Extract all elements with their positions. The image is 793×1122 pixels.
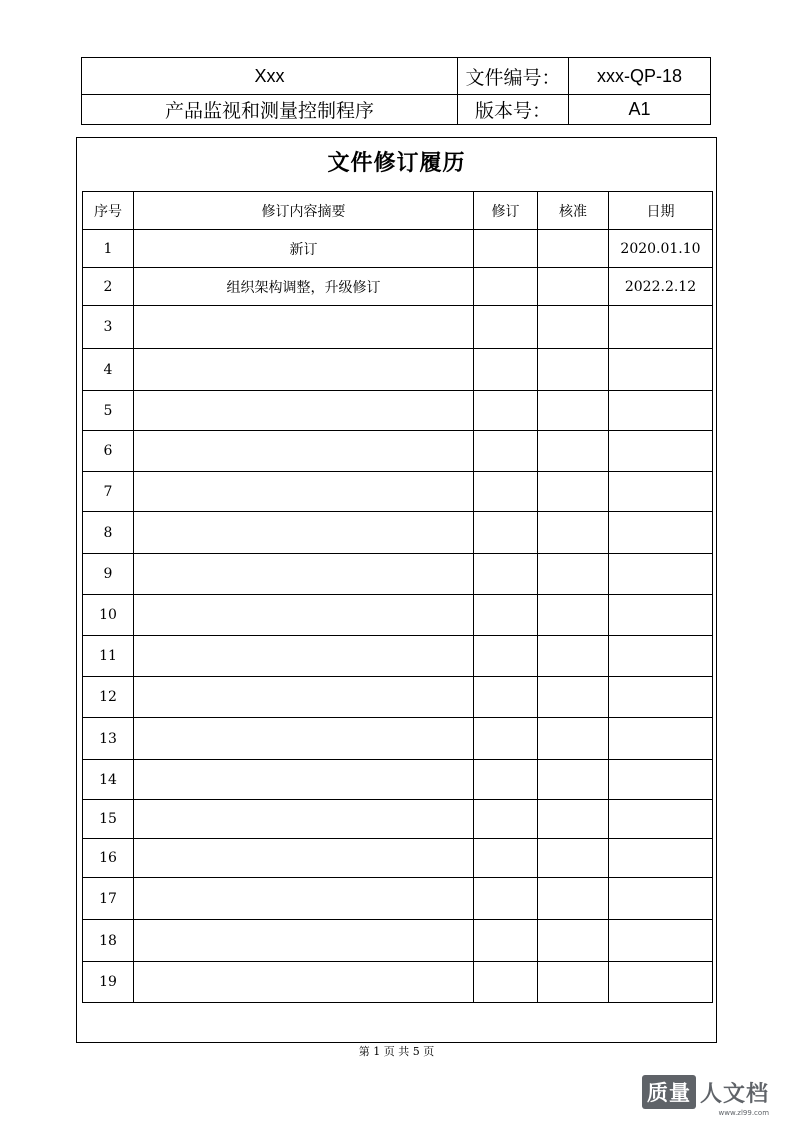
cell-no: 1 [83, 230, 134, 268]
cell-revised [474, 472, 538, 512]
cell-no: 15 [83, 800, 134, 839]
cell-summary: 新订 [134, 230, 474, 268]
cell-revised [474, 839, 538, 878]
cell-date: 2020.01.10 [609, 230, 713, 268]
cell-date [609, 349, 713, 391]
cell-no: 3 [83, 306, 134, 349]
cell-summary [134, 554, 474, 595]
table-row [83, 349, 713, 391]
column-header-date: 日期 [609, 192, 713, 230]
cell-approved [538, 512, 609, 554]
cell-date [609, 677, 713, 718]
cell-approved [538, 472, 609, 512]
cell-date [609, 512, 713, 554]
cell-date [609, 920, 713, 962]
doc-number-label: 文件编号： [458, 58, 569, 95]
cell-approved [538, 306, 609, 349]
column-header-approved: 核准 [538, 192, 609, 230]
cell-summary [134, 349, 474, 391]
cell-approved [538, 391, 609, 431]
header-row-1 [82, 58, 711, 95]
cell-no: 2 [83, 268, 134, 306]
cell-summary [134, 800, 474, 839]
cell-no: 4 [83, 349, 134, 391]
header-row-2 [82, 95, 711, 125]
cell-no: 9 [83, 554, 134, 595]
cell-revised [474, 431, 538, 472]
cell-summary [134, 306, 474, 349]
cell-date [609, 800, 713, 839]
cell-date [609, 718, 713, 760]
cell-date [609, 962, 713, 1003]
revision-history-table [82, 191, 713, 1003]
cell-revised [474, 878, 538, 920]
cell-date [609, 595, 713, 636]
table-row [83, 268, 713, 306]
cell-summary [134, 472, 474, 512]
cell-revised [474, 391, 538, 431]
cell-summary [134, 677, 474, 718]
cell-no: 10 [83, 595, 134, 636]
document-header-table [81, 57, 711, 125]
table-row [83, 760, 713, 800]
table-row [83, 431, 713, 472]
cell-revised [474, 962, 538, 1003]
watermark-logo-box: 质量 [642, 1075, 696, 1109]
cell-no: 12 [83, 677, 134, 718]
cell-approved [538, 677, 609, 718]
cell-date: 2022.2.12 [609, 268, 713, 306]
cell-summary [134, 512, 474, 554]
cell-revised [474, 800, 538, 839]
cell-summary [134, 878, 474, 920]
column-header-no: 序号 [83, 192, 134, 230]
table-row [83, 230, 713, 268]
cell-summary [134, 431, 474, 472]
cell-summary: 组织架构调整，升级修订 [134, 268, 474, 306]
cell-revised [474, 760, 538, 800]
table-row [83, 636, 713, 677]
watermark-logo-text [700, 1077, 770, 1117]
table-row [83, 718, 713, 760]
cell-no: 5 [83, 391, 134, 431]
cell-revised [474, 512, 538, 554]
version-label: 版本号： [458, 95, 569, 125]
cell-approved [538, 595, 609, 636]
cell-revised [474, 920, 538, 962]
cell-summary [134, 962, 474, 1003]
site-watermark [642, 1075, 770, 1117]
table-row [83, 920, 713, 962]
table-row [83, 800, 713, 839]
cell-revised [474, 677, 538, 718]
table-row [83, 306, 713, 349]
cell-revised [474, 595, 538, 636]
table-row [83, 391, 713, 431]
page-footer: 第 1 页 共 5 页 [358, 1045, 435, 1058]
cell-date [609, 878, 713, 920]
revision-table-body [83, 192, 713, 1003]
cell-approved [538, 349, 609, 391]
cell-no: 14 [83, 760, 134, 800]
cell-summary [134, 760, 474, 800]
cell-summary [134, 718, 474, 760]
cell-revised [474, 636, 538, 677]
cell-approved [538, 230, 609, 268]
table-row [83, 677, 713, 718]
table-row [83, 839, 713, 878]
cell-date [609, 839, 713, 878]
cell-no: 16 [83, 839, 134, 878]
cell-date [609, 760, 713, 800]
revision-history-title: 文件修订履历 [327, 151, 466, 176]
cell-summary [134, 636, 474, 677]
cell-no: 11 [83, 636, 134, 677]
cell-no: 6 [83, 431, 134, 472]
table-row [83, 512, 713, 554]
cell-date [609, 554, 713, 595]
table-row [83, 554, 713, 595]
cell-approved [538, 554, 609, 595]
cell-approved [538, 431, 609, 472]
doc-title: 产品监视和测量控制程序 [82, 95, 458, 125]
cell-approved [538, 920, 609, 962]
table-row [83, 878, 713, 920]
cell-no: 7 [83, 472, 134, 512]
cell-approved [538, 878, 609, 920]
table-row [83, 472, 713, 512]
watermark-brand: 人文档 [700, 1081, 770, 1107]
company-name: Xxx [82, 58, 458, 95]
cell-revised [474, 554, 538, 595]
cell-no: 17 [83, 878, 134, 920]
cell-date [609, 472, 713, 512]
watermark-url: www.zl99.com [718, 1108, 770, 1117]
cell-summary [134, 595, 474, 636]
cell-approved [538, 636, 609, 677]
column-header-summary: 修订内容摘要 [134, 192, 474, 230]
cell-date [609, 636, 713, 677]
table-row [83, 595, 713, 636]
cell-no: 8 [83, 512, 134, 554]
cell-approved [538, 760, 609, 800]
cell-revised [474, 349, 538, 391]
cell-summary [134, 920, 474, 962]
cell-date [609, 306, 713, 349]
table-row [83, 962, 713, 1003]
doc-number-value: xxx-QP-18 [569, 58, 711, 95]
cell-no: 18 [83, 920, 134, 962]
cell-summary [134, 391, 474, 431]
cell-approved [538, 800, 609, 839]
cell-revised [474, 268, 538, 306]
cell-date [609, 431, 713, 472]
cell-revised [474, 230, 538, 268]
cell-revised [474, 718, 538, 760]
cell-date [609, 391, 713, 431]
cell-no: 13 [83, 718, 134, 760]
cell-approved [538, 268, 609, 306]
version-value: A1 [569, 95, 711, 125]
cell-approved [538, 718, 609, 760]
cell-approved [538, 962, 609, 1003]
cell-summary [134, 839, 474, 878]
revision-header-row [83, 192, 713, 230]
cell-approved [538, 839, 609, 878]
cell-revised [474, 306, 538, 349]
cell-no: 19 [83, 962, 134, 1003]
column-header-revised: 修订 [474, 192, 538, 230]
